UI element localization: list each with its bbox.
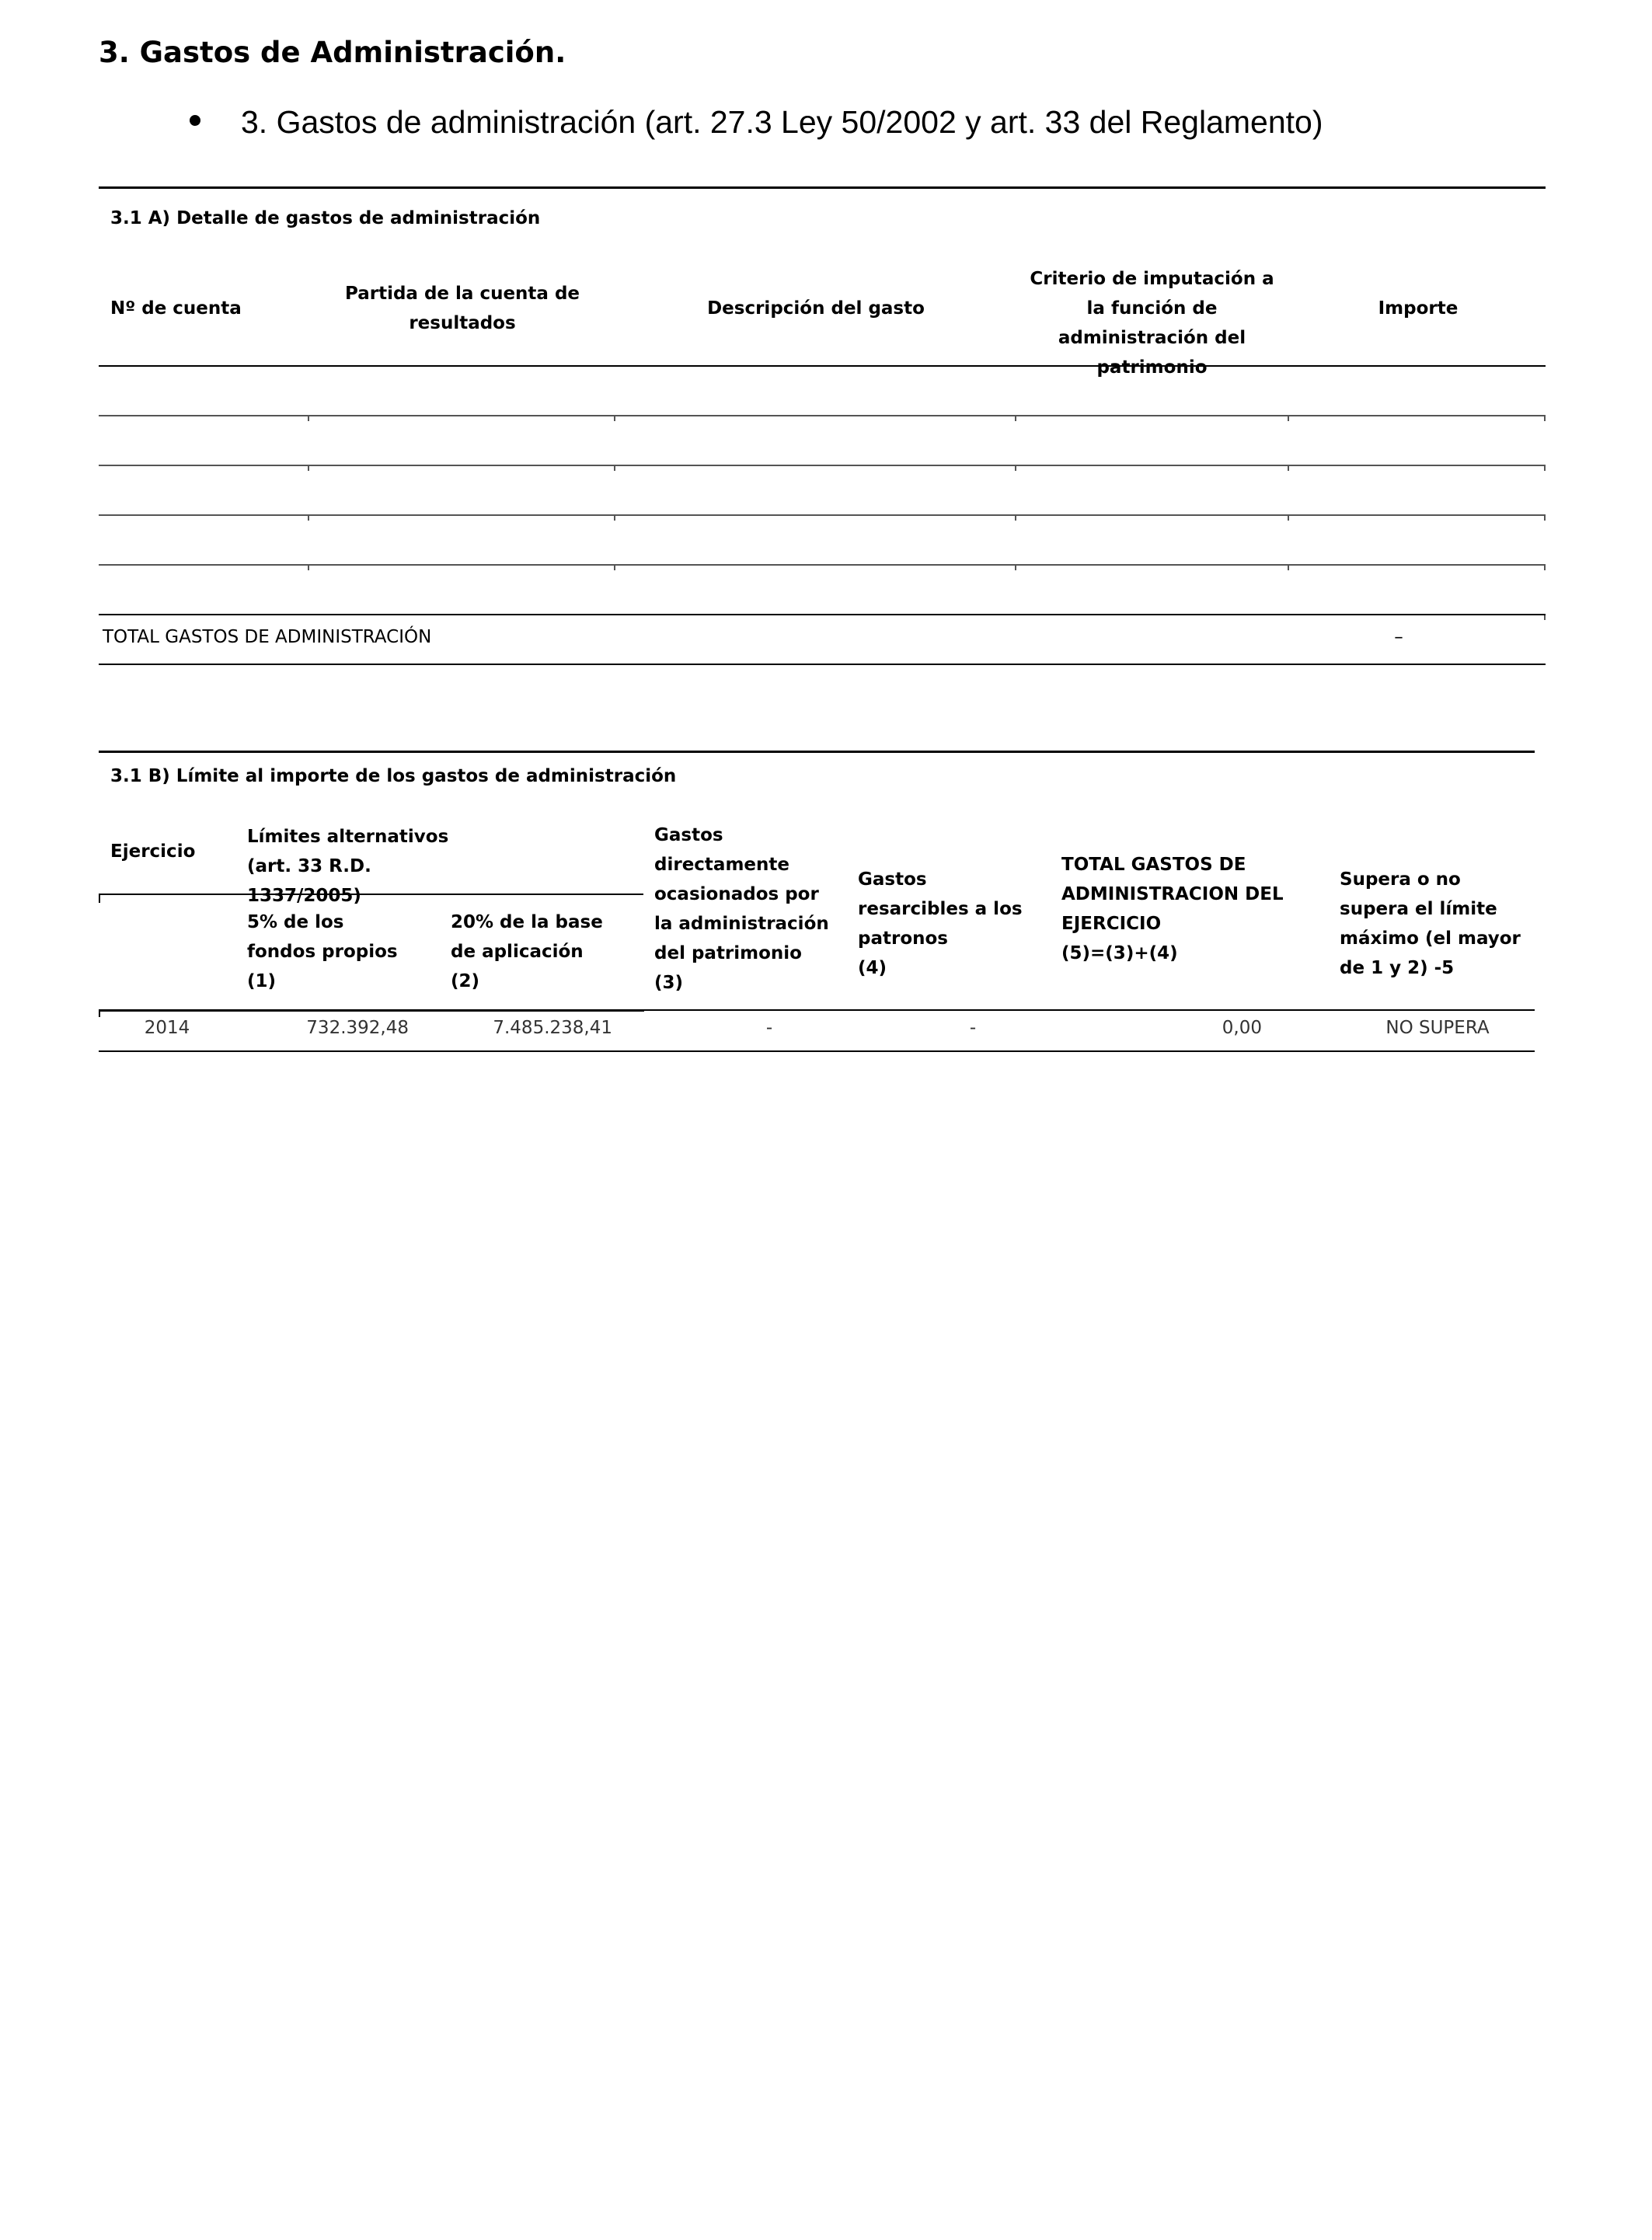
cell-base: 7.485.238,41 xyxy=(493,1018,612,1038)
column-header-supera: Supera o no supera el límite máximo (el mayor de 1 y 2) -5 xyxy=(1340,869,1521,978)
table-row xyxy=(99,465,1546,466)
column-header-ejercicio: Ejercicio xyxy=(110,841,196,862)
ejercicio-subrule xyxy=(99,894,235,895)
cell-fondos: 732.392,48 xyxy=(306,1018,409,1038)
table-a-top-rule xyxy=(99,186,1546,189)
table-b-top-rule xyxy=(99,751,1535,753)
column-header-gastos-directos: Gastos directamente ocasionados por la administración del patrimonio (3) xyxy=(654,825,829,993)
bullet-icon xyxy=(190,115,200,126)
section-heading: 3. Gastos de Administración. xyxy=(99,36,566,69)
column-header-total: TOTAL GASTOS DE ADMINISTRACION DEL EJERCICIO (5)=(3)+(4) xyxy=(1061,855,1284,963)
column-tick xyxy=(614,514,615,521)
cell-ejercicio: 2014 xyxy=(144,1018,190,1038)
column-header-criterio: Criterio de imputación a la función de administración del patrimonio xyxy=(1030,269,1274,378)
column-tick xyxy=(1288,564,1289,570)
column-tick xyxy=(614,564,615,570)
cell-resarcibles: - xyxy=(969,1018,977,1038)
column-tick xyxy=(1544,415,1546,421)
column-tick xyxy=(614,415,615,421)
table-b-bottom-rule xyxy=(99,1050,1535,1052)
table-a-header-rule xyxy=(99,365,1546,367)
column-tick xyxy=(1015,415,1016,421)
column-tick xyxy=(308,514,309,521)
total-row-bottom-rule xyxy=(99,664,1546,665)
table-b-title: 3.1 B) Límite al importe de los gastos de administración xyxy=(110,766,677,786)
column-header-partida: Partida de la cuenta de resultados xyxy=(344,284,580,333)
column-tick xyxy=(1544,465,1546,471)
cell-total: 0,00 xyxy=(1222,1018,1262,1038)
column-tick xyxy=(1288,514,1289,521)
total-label: TOTAL GASTOS DE ADMINISTRACIÓN xyxy=(103,627,432,647)
column-tick xyxy=(99,894,100,903)
column-tick xyxy=(1288,415,1289,421)
table-b-header-rule-right xyxy=(644,1009,1535,1011)
column-header-fondos: 5% de los fondos propios (1) xyxy=(247,912,398,991)
column-header-limites: Límites alternativos (art. 33 R.D. 1337/2005) xyxy=(247,827,449,906)
column-tick xyxy=(1288,465,1289,471)
total-value: – xyxy=(1394,627,1403,647)
table-row xyxy=(99,415,1546,416)
column-tick xyxy=(1544,564,1546,570)
table-row xyxy=(99,514,1546,516)
column-tick xyxy=(308,465,309,471)
table-row xyxy=(99,564,1546,566)
column-tick xyxy=(1015,465,1016,471)
column-header-resarcibles: Gastos resarcibles a los patronos (4) xyxy=(858,869,1023,978)
cell-supera: NO SUPERA xyxy=(1385,1018,1490,1038)
column-tick xyxy=(1544,514,1546,521)
cell-gastos-directos: - xyxy=(765,1018,773,1038)
table-b-header-rule-left xyxy=(99,1009,644,1012)
column-header-importe: Importe xyxy=(1378,298,1459,319)
bullet-text: 3. Gastos de administración (art. 27.3 Ley 50/2002 y art. 33 del Reglamento) xyxy=(241,104,1323,140)
column-header-descripcion: Descripción del gasto xyxy=(707,298,925,319)
total-row-top-rule xyxy=(99,614,1546,615)
column-tick xyxy=(308,564,309,570)
column-tick xyxy=(614,465,615,471)
table-a-title: 3.1 A) Detalle de gastos de administración xyxy=(110,208,541,228)
column-tick xyxy=(99,1009,100,1017)
column-header-cuenta: Nº de cuenta xyxy=(110,298,242,319)
limites-subrule xyxy=(235,894,643,895)
column-tick xyxy=(308,415,309,421)
column-tick xyxy=(1015,514,1016,521)
column-tick xyxy=(1015,564,1016,570)
column-header-base: 20% de la base de aplicación (2) xyxy=(451,912,603,991)
